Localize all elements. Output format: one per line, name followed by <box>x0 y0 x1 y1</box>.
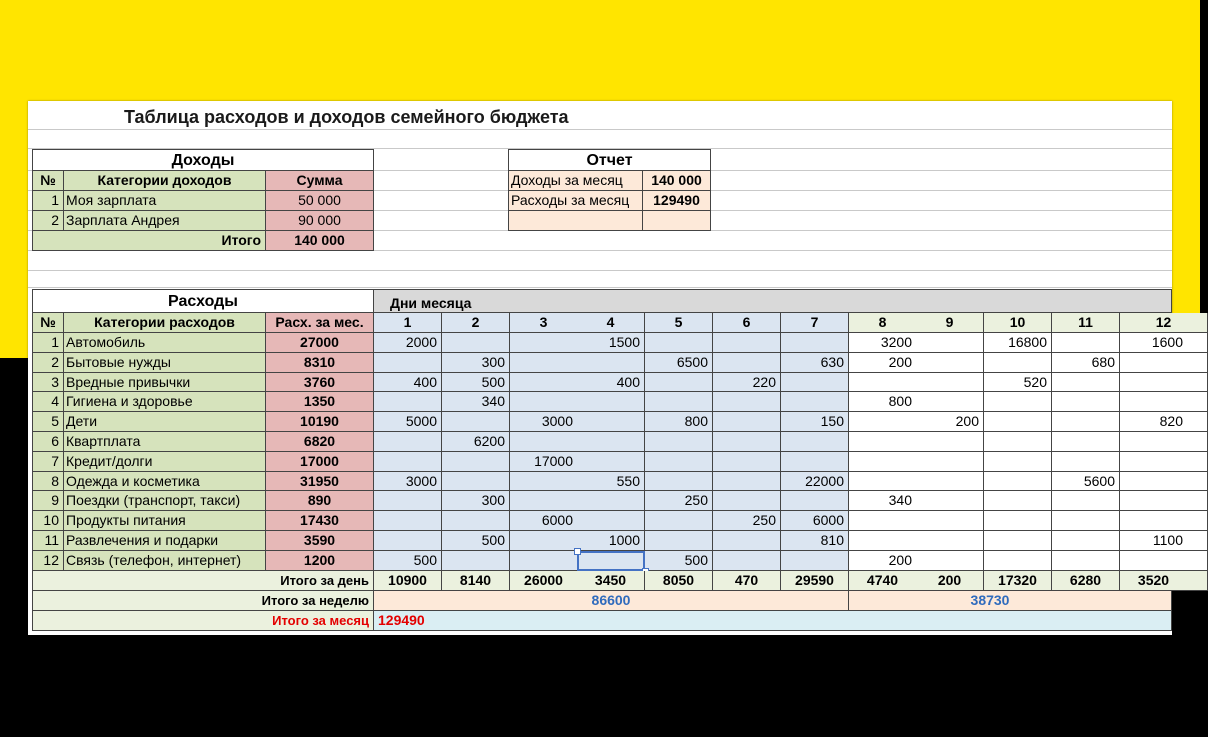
expense-day-cell[interactable] <box>374 511 442 531</box>
expense-day-cell[interactable]: 250 <box>713 511 781 531</box>
expense-day-cell[interactable] <box>984 491 1052 511</box>
expense-day-cell[interactable] <box>916 551 984 571</box>
income-col-sum: Сумма <box>266 171 374 191</box>
expense-row-month-total[interactable]: 31950 <box>266 472 374 491</box>
day-total-value[interactable]: 4740 <box>849 571 917 591</box>
day-col-1: 1 <box>374 313 442 333</box>
day-col-10: 10 <box>984 313 1052 333</box>
expense-day-cell[interactable]: 200 <box>849 353 917 373</box>
expense-day-cell[interactable]: 500 <box>645 551 713 571</box>
expense-day-cell[interactable] <box>984 452 1052 472</box>
expense-day-cell[interactable] <box>645 373 713 392</box>
expense-row-month-total[interactable]: 10190 <box>266 412 374 432</box>
expense-day-cell[interactable] <box>442 511 510 531</box>
expense-day-cell[interactable] <box>442 333 510 353</box>
day-total-value[interactable]: 29590 <box>781 571 849 591</box>
expense-day-cell[interactable]: 3000 <box>510 412 578 432</box>
expense-day-cell[interactable] <box>577 432 645 452</box>
expense-day-cell[interactable]: 520 <box>984 373 1052 392</box>
expense-day-cell[interactable] <box>1120 392 1208 412</box>
expense-day-cell[interactable] <box>916 472 984 491</box>
day-col-9: 9 <box>916 313 984 333</box>
expense-day-cell[interactable] <box>984 472 1052 491</box>
expense-day-cell[interactable] <box>916 491 984 511</box>
expense-row-month-total[interactable]: 8310 <box>266 353 374 373</box>
expense-day-cell[interactable]: 820 <box>1120 412 1208 432</box>
expense-day-cell[interactable] <box>781 551 849 571</box>
expense-row-month-total[interactable]: 1350 <box>266 392 374 412</box>
expense-day-cell[interactable] <box>1052 392 1120 412</box>
expense-day-cell[interactable] <box>1120 353 1208 373</box>
expense-day-cell[interactable] <box>1052 531 1120 551</box>
income-header: Доходы <box>32 149 374 171</box>
day-total-value[interactable]: 17320 <box>984 571 1052 591</box>
expense-day-cell[interactable] <box>374 452 442 472</box>
expense-row-category[interactable]: Кредит/долги <box>64 452 266 472</box>
expense-day-cell[interactable]: 3200 <box>849 333 917 353</box>
expense-day-cell[interactable] <box>1120 551 1208 571</box>
report-expense-label: Расходы за месяц <box>508 191 643 211</box>
expense-day-cell[interactable] <box>510 531 578 551</box>
expense-day-cell[interactable] <box>577 491 645 511</box>
expense-day-cell[interactable]: 6500 <box>645 353 713 373</box>
expense-day-cell[interactable] <box>984 432 1052 452</box>
expense-day-cell[interactable] <box>1120 432 1208 452</box>
expense-row-month-total[interactable]: 890 <box>266 491 374 511</box>
expense-day-cell[interactable] <box>849 511 917 531</box>
expense-day-cell[interactable] <box>510 373 578 392</box>
income-total-label: Итого <box>32 231 266 251</box>
expense-day-cell[interactable] <box>577 392 645 412</box>
expense-day-cell[interactable]: 630 <box>781 353 849 373</box>
expense-day-cell[interactable] <box>984 353 1052 373</box>
expense-day-cell[interactable] <box>1120 452 1208 472</box>
expense-day-cell[interactable]: 800 <box>645 412 713 432</box>
expense-day-cell[interactable] <box>1052 333 1120 353</box>
expense-day-cell[interactable] <box>713 392 781 412</box>
expense-row-no[interactable]: 2 <box>32 353 64 373</box>
expense-day-cell[interactable]: 400 <box>577 373 645 392</box>
income-col-no: № <box>32 171 64 191</box>
expense-day-cell[interactable] <box>577 452 645 472</box>
expense-day-cell[interactable] <box>849 452 917 472</box>
expense-day-cell[interactable]: 340 <box>849 491 917 511</box>
expense-day-cell[interactable]: 800 <box>849 392 917 412</box>
expense-day-cell[interactable] <box>781 333 849 353</box>
day-total-value[interactable]: 3520 <box>1120 571 1208 591</box>
expense-day-cell[interactable] <box>849 531 917 551</box>
expense-day-cell[interactable] <box>645 392 713 412</box>
report-header: Отчет <box>508 149 711 171</box>
expense-row-month-total[interactable]: 17000 <box>266 452 374 472</box>
expense-day-cell[interactable] <box>781 452 849 472</box>
expense-day-cell[interactable] <box>1120 491 1208 511</box>
day-total-value[interactable]: 200 <box>916 571 984 591</box>
expense-day-cell[interactable]: 3000 <box>374 472 442 491</box>
expense-day-cell[interactable] <box>374 353 442 373</box>
expense-day-cell[interactable] <box>713 491 781 511</box>
sheet-title: Таблица расходов и доходов семейного бюджета <box>124 107 569 127</box>
expense-row-month-total[interactable]: 17430 <box>266 511 374 531</box>
expense-day-cell[interactable]: 5600 <box>1052 472 1120 491</box>
income-col-category: Категории доходов <box>64 171 266 191</box>
expense-day-cell[interactable] <box>510 392 578 412</box>
expense-day-cell[interactable] <box>984 511 1052 531</box>
expense-day-cell[interactable] <box>442 472 510 491</box>
expense-day-cell[interactable] <box>713 452 781 472</box>
week-total-label: Итого за неделю <box>32 591 374 611</box>
expense-day-cell[interactable]: 6200 <box>442 432 510 452</box>
expense-day-cell[interactable] <box>1052 373 1120 392</box>
expense-day-cell[interactable] <box>849 432 917 452</box>
day-total-value[interactable]: 26000 <box>510 571 578 591</box>
expense-day-cell[interactable]: 300 <box>442 491 510 511</box>
expense-row-category[interactable]: Автомобиль <box>64 333 266 353</box>
expense-day-cell[interactable]: 340 <box>442 392 510 412</box>
expense-day-cell[interactable]: 1500 <box>577 333 645 353</box>
day-col-5: 5 <box>645 313 713 333</box>
day-total-value[interactable]: 3450 <box>577 571 645 591</box>
expense-row-no[interactable]: 6 <box>32 432 64 452</box>
report-income-value[interactable]: 140 000 <box>643 171 711 191</box>
expense-day-cell[interactable] <box>1052 551 1120 571</box>
week-2-total[interactable]: 38730 <box>849 591 1172 611</box>
expense-day-cell[interactable] <box>984 412 1052 432</box>
expense-day-cell[interactable] <box>713 531 781 551</box>
gridline <box>28 287 1172 288</box>
expense-day-cell[interactable]: 2000 <box>374 333 442 353</box>
expense-day-cell[interactable]: 17000 <box>510 452 578 472</box>
expense-day-cell[interactable] <box>645 452 713 472</box>
expense-row-category[interactable]: Связь (телефон, интернет) <box>64 551 266 571</box>
expense-day-cell[interactable]: 200 <box>916 412 984 432</box>
income-row-no[interactable]: 2 <box>32 211 64 231</box>
spreadsheet <box>28 101 1183 635</box>
expense-day-cell[interactable]: 400 <box>374 373 442 392</box>
expense-row-no[interactable]: 10 <box>32 511 64 531</box>
expense-day-cell[interactable] <box>1120 511 1208 531</box>
expense-row-category[interactable]: Одежда и косметика <box>64 472 266 491</box>
day-total-value[interactable]: 10900 <box>374 571 442 591</box>
expense-row-month-total[interactable]: 3760 <box>266 373 374 392</box>
expense-row-no[interactable]: 4 <box>32 392 64 412</box>
expense-day-cell[interactable] <box>577 511 645 531</box>
expense-day-cell[interactable] <box>374 531 442 551</box>
expense-day-cell[interactable] <box>713 412 781 432</box>
expense-day-cell[interactable] <box>510 333 578 353</box>
expense-day-cell[interactable]: 5000 <box>374 412 442 432</box>
gridline <box>28 270 1172 271</box>
income-total-value[interactable]: 140 000 <box>266 231 374 251</box>
expense-day-cell[interactable] <box>1120 373 1208 392</box>
report-empty-cell[interactable] <box>643 211 711 231</box>
expense-day-cell[interactable] <box>916 333 984 353</box>
expense-day-cell[interactable] <box>374 491 442 511</box>
expense-day-cell[interactable] <box>984 392 1052 412</box>
expense-day-cell[interactable]: 1000 <box>577 531 645 551</box>
expenses-col-no: № <box>32 313 64 333</box>
month-total-label: Итого за месяц <box>32 611 374 631</box>
expense-row-category[interactable]: Поездки (транспорт, такси) <box>64 491 266 511</box>
expense-day-cell[interactable] <box>849 373 917 392</box>
expense-day-cell[interactable] <box>916 531 984 551</box>
expense-day-cell[interactable] <box>442 452 510 472</box>
expense-day-cell[interactable] <box>510 353 578 373</box>
income-row-category[interactable]: Зарплата Андрея <box>64 211 266 231</box>
expense-day-cell[interactable] <box>1052 452 1120 472</box>
expense-day-cell[interactable] <box>984 551 1052 571</box>
expense-day-cell[interactable]: 680 <box>1052 353 1120 373</box>
expense-row-no[interactable]: 8 <box>32 472 64 491</box>
expense-row-month-total[interactable]: 27000 <box>266 333 374 353</box>
expense-row-category[interactable]: Бытовые нужды <box>64 353 266 373</box>
expense-row-month-total[interactable]: 1200 <box>266 551 374 571</box>
expense-day-cell[interactable] <box>577 412 645 432</box>
day-col-7: 7 <box>781 313 849 333</box>
day-total-label: Итого за день <box>32 571 374 591</box>
expense-day-cell[interactable] <box>645 432 713 452</box>
expense-day-cell[interactable] <box>849 412 917 432</box>
day-total-value[interactable]: 470 <box>713 571 781 591</box>
day-col-4: 4 <box>577 313 645 333</box>
expense-row-no[interactable]: 12 <box>32 551 64 571</box>
expense-day-cell[interactable] <box>984 531 1052 551</box>
expense-day-cell[interactable] <box>442 551 510 571</box>
expense-day-cell[interactable]: 500 <box>442 531 510 551</box>
expense-row-no[interactable]: 1 <box>32 333 64 353</box>
expense-day-cell[interactable] <box>713 432 781 452</box>
week-1-total[interactable]: 86600 <box>374 591 849 611</box>
expense-day-cell[interactable] <box>1052 511 1120 531</box>
expense-day-cell[interactable] <box>442 412 510 432</box>
expense-day-cell[interactable] <box>645 531 713 551</box>
expense-day-cell[interactable]: 16800 <box>984 333 1052 353</box>
expense-row-category[interactable]: Гигиена и здоровье <box>64 392 266 412</box>
expenses-col-month: Расх. за мес. <box>266 313 374 333</box>
day-col-2: 2 <box>442 313 510 333</box>
day-col-11: 11 <box>1052 313 1120 333</box>
expense-day-cell[interactable] <box>916 511 984 531</box>
selection-handle[interactable] <box>574 548 581 555</box>
expense-row-no[interactable]: 9 <box>32 491 64 511</box>
expenses-header: Расходы <box>32 289 374 313</box>
expense-day-cell[interactable]: 500 <box>374 551 442 571</box>
expense-day-cell[interactable] <box>781 373 849 392</box>
expense-day-cell[interactable] <box>1052 412 1120 432</box>
expense-day-cell[interactable] <box>1052 432 1120 452</box>
selected-cell[interactable] <box>577 551 645 571</box>
expense-day-cell[interactable]: 220 <box>713 373 781 392</box>
expense-day-cell[interactable] <box>1052 491 1120 511</box>
day-col-6: 6 <box>713 313 781 333</box>
expense-day-cell[interactable] <box>781 432 849 452</box>
expense-day-cell[interactable] <box>510 491 578 511</box>
expense-day-cell[interactable] <box>781 491 849 511</box>
expense-row-month-total[interactable]: 3590 <box>266 531 374 551</box>
expense-day-cell[interactable] <box>713 353 781 373</box>
expense-day-cell[interactable]: 6000 <box>781 511 849 531</box>
expense-row-category[interactable]: Продукты питания <box>64 511 266 531</box>
expense-row-no[interactable]: 7 <box>32 452 64 472</box>
income-row-sum[interactable]: 90 000 <box>266 211 374 231</box>
expense-row-category[interactable]: Развлечения и подарки <box>64 531 266 551</box>
expense-day-cell[interactable] <box>510 472 578 491</box>
expense-day-cell[interactable] <box>916 373 984 392</box>
expense-day-cell[interactable] <box>713 333 781 353</box>
expense-day-cell[interactable] <box>713 551 781 571</box>
expense-day-cell[interactable] <box>374 432 442 452</box>
expense-day-cell[interactable]: 250 <box>645 491 713 511</box>
expense-day-cell[interactable] <box>510 432 578 452</box>
expense-day-cell[interactable]: 150 <box>781 412 849 432</box>
day-total-value[interactable]: 8140 <box>442 571 510 591</box>
day-col-8: 8 <box>849 313 917 333</box>
expense-day-cell[interactable]: 550 <box>577 472 645 491</box>
day-col-3: 3 <box>510 313 578 333</box>
report-expense-value[interactable]: 129490 <box>643 191 711 211</box>
expense-day-cell[interactable] <box>916 452 984 472</box>
expense-day-cell[interactable] <box>374 392 442 412</box>
month-total-value[interactable]: 129490 <box>374 611 1172 631</box>
income-row-sum[interactable]: 50 000 <box>266 191 374 211</box>
expense-day-cell[interactable] <box>849 472 917 491</box>
expense-day-cell[interactable] <box>510 551 578 571</box>
expense-day-cell[interactable] <box>645 511 713 531</box>
expense-row-category[interactable]: Вредные привычки <box>64 373 266 392</box>
day-total-value[interactable]: 8050 <box>645 571 713 591</box>
expense-day-cell[interactable]: 1600 <box>1120 333 1208 353</box>
expense-day-cell[interactable]: 6000 <box>510 511 578 531</box>
expense-day-cell[interactable] <box>1120 472 1208 491</box>
income-row-category[interactable]: Моя зарплата <box>64 191 266 211</box>
expense-row-no[interactable]: 3 <box>32 373 64 392</box>
day-total-value[interactable]: 6280 <box>1052 571 1120 591</box>
expense-row-no[interactable]: 5 <box>32 412 64 432</box>
gridline <box>28 129 1172 130</box>
expense-day-cell[interactable] <box>645 472 713 491</box>
days-header: Дни месяца <box>374 289 1172 313</box>
expense-day-cell[interactable]: 200 <box>849 551 917 571</box>
expense-day-cell[interactable] <box>781 392 849 412</box>
expense-day-cell[interactable]: 1100 <box>1120 531 1208 551</box>
report-income-label: Доходы за месяц <box>508 171 643 191</box>
expense-row-category[interactable]: Дети <box>64 412 266 432</box>
expense-day-cell[interactable] <box>916 432 984 452</box>
day-col-12: 12 <box>1120 313 1208 333</box>
expense-day-cell[interactable] <box>577 353 645 373</box>
income-row-no[interactable]: 1 <box>32 191 64 211</box>
report-empty-cell[interactable] <box>508 211 643 231</box>
expense-day-cell[interactable] <box>713 472 781 491</box>
expense-day-cell[interactable] <box>916 353 984 373</box>
expense-row-no[interactable]: 11 <box>32 531 64 551</box>
expense-day-cell[interactable]: 810 <box>781 531 849 551</box>
expense-day-cell[interactable] <box>916 392 984 412</box>
expense-day-cell[interactable] <box>645 333 713 353</box>
expense-day-cell[interactable]: 22000 <box>781 472 849 491</box>
expense-row-month-total[interactable]: 6820 <box>266 432 374 452</box>
expense-row-category[interactable]: Квартплата <box>64 432 266 452</box>
expenses-col-category: Категории расходов <box>64 313 266 333</box>
expense-day-cell[interactable]: 300 <box>442 353 510 373</box>
expense-day-cell[interactable]: 500 <box>442 373 510 392</box>
